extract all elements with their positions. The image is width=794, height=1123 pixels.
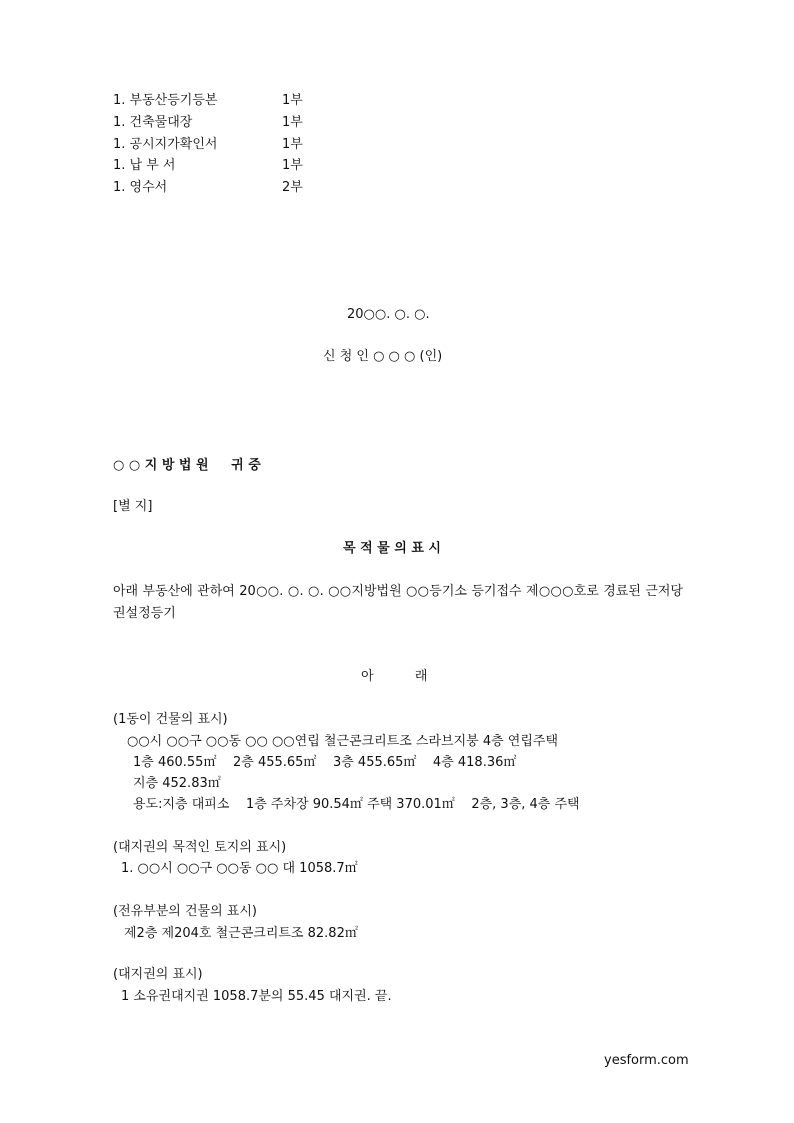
attachment-item-1: 1. 부동산등기등본 [113,93,218,108]
applicant-signature: 신 청 인 ○ ○ ○ (인) [323,349,443,364]
footer-watermark: yesform.com [604,1053,689,1068]
attachment-qty-3: 1부 [282,137,303,152]
attachment-qty-1: 1부 [282,93,303,108]
below-label: 아 래 [361,669,428,684]
land-right-header: (대지권의 표시) [113,967,203,982]
land-header: (대지권의 목적인 토지의 표시) [113,840,287,855]
building-line-4: 용도:지층 대피소 1층 주차장 90.54㎡ 주택 370.01㎡ 2층, 3층, 4층 주택 [133,797,580,812]
intro-paragraph: 아래 부동산에 관하여 20○○. ○. ○. ○○지방법원 ○○등기소 등기접수 제○○○호로 경료된 근저당권설정등기 [113,584,683,621]
building-line-2: 1층 460.55㎡ 2층 455.65㎡ 3층 455.65㎡ 4층 418.36㎡ [133,755,517,770]
attachment-item-4: 1. 납 부 서 [113,158,176,173]
attachment-item-3: 1. 공시지가확인서 [113,137,218,152]
application-date: 20○○. ○. ○. [347,307,430,322]
attachment-qty-5: 2부 [282,180,303,195]
building-line-3: 지층 452.83㎡ [133,776,221,791]
annex-title: 목 적 물 의 표 시 [343,541,441,556]
attachment-item-5: 1. 영수서 [113,180,168,195]
annex-label: [별 지] [113,499,153,514]
land-right-line: 1 소유권대지권 1058.7분의 55.45 대지권. 끝. [121,989,392,1004]
building-header: (1동이 건물의 표시) [113,712,228,727]
attachment-item-2: 1. 건축물대장 [113,115,193,130]
land-line: 1. ○○시 ○○구 ○○동 ○○ 대 1058.7㎡ [121,861,358,876]
building-line-1: ○○시 ○○구 ○○동 ○○ ○○연립 철근콘크리트조 스라브지붕 4층 연립주택 [127,734,559,749]
unit-line: 제2층 제204호 철근콘크리트조 82.82㎡ [124,926,358,941]
court-addressee: ○ ○ 지 방 법 원 귀 중 [113,458,261,473]
attachment-qty-4: 1부 [282,158,303,173]
attachment-qty-2: 1부 [282,115,303,130]
unit-header: (전유부분의 건물의 표시) [113,904,257,919]
